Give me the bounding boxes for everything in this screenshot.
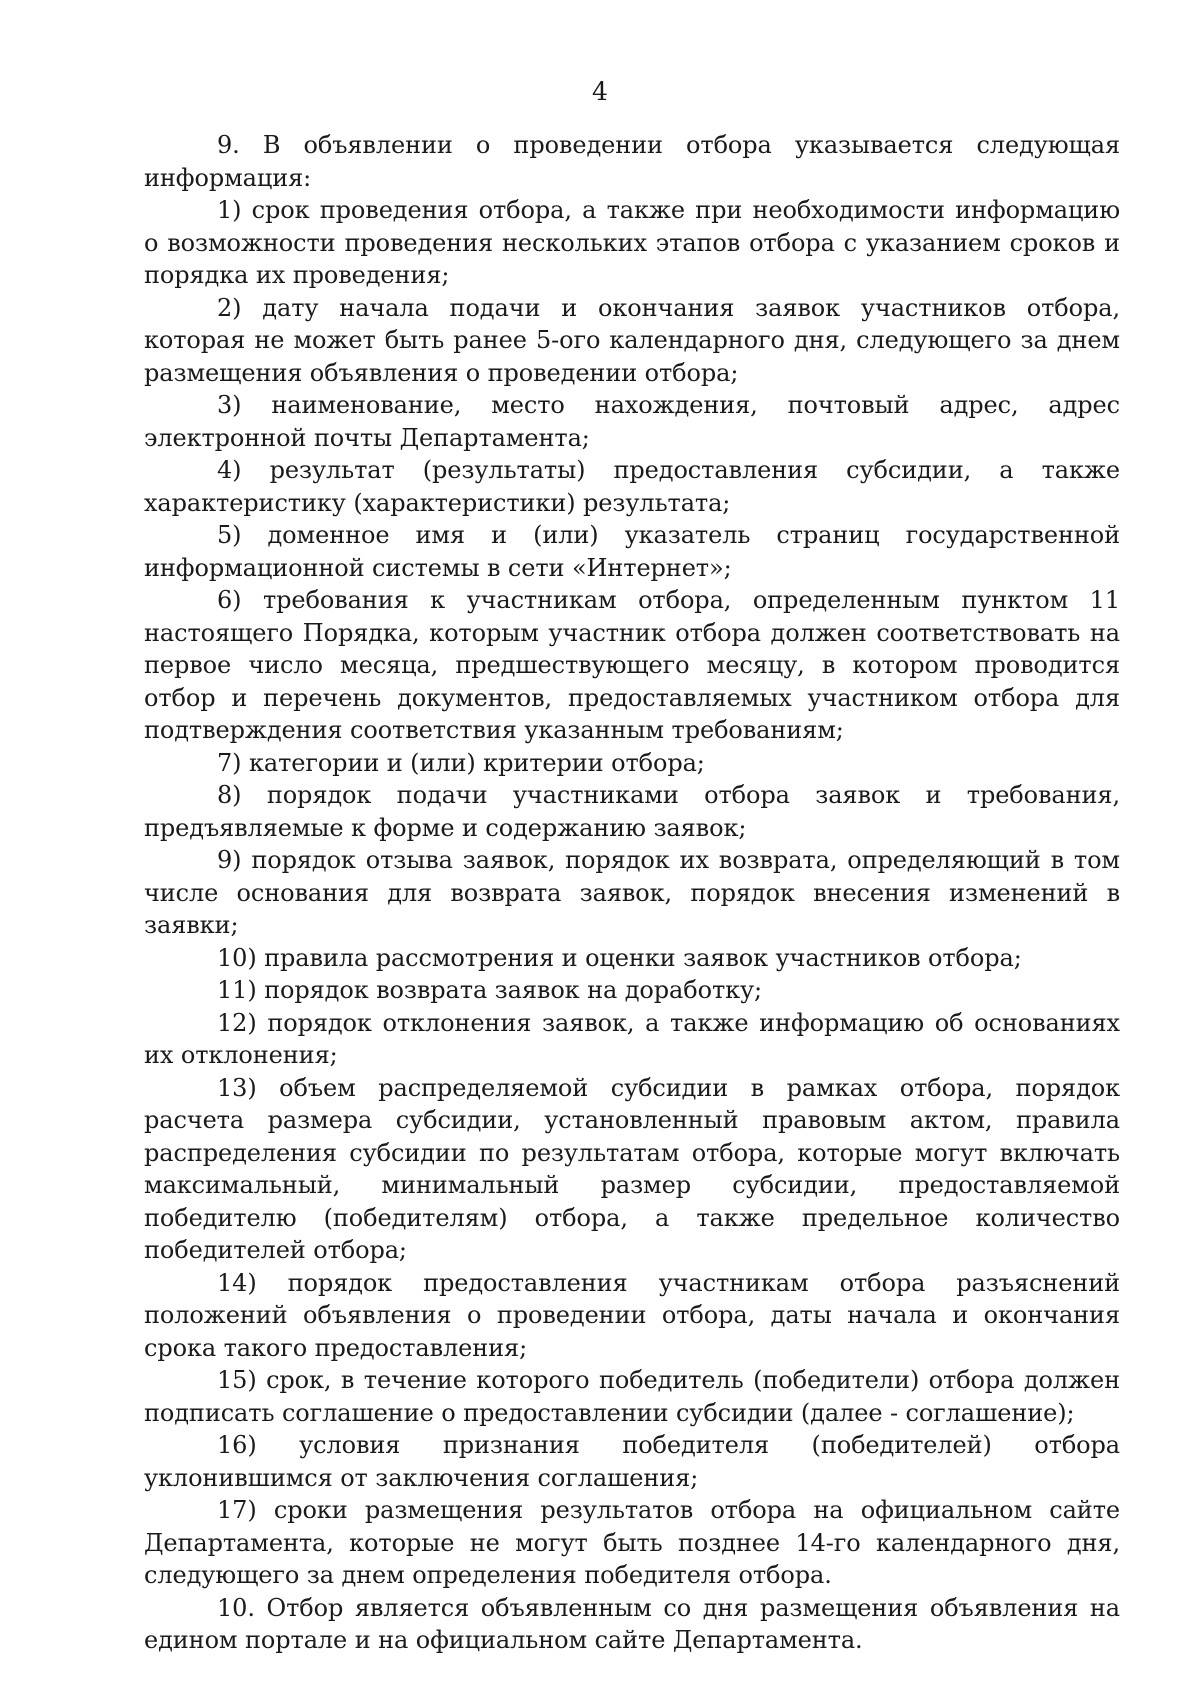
- list-item-10: 10) правила рассмотрения и оценки заявок участников отбора;: [217, 943, 1022, 972]
- list-item-15: 15) срок, в течение которого победитель (победители) отбора должен подписать соглашение о предоставлении субсидии (далее - соглашение);: [144, 1366, 1120, 1427]
- list-item-13: 13) объем распределяемой субсидии в рамках отбора, порядок расчета размера субсидии, установленный правовым актом, правила распределения субсидии по результатам отбора, которые могут включать максимальный, минимальный размер субсидии, предоставляемой победителю (победителям) отбора, а также предельное количество победителей отбора;: [144, 1073, 1120, 1264]
- list-item-4: 4) результат (результаты) предоставления субсидии, а также характеристику (характеристики) результата;: [144, 456, 1120, 517]
- list-item-7: 7) категории и (или) критерии отбора;: [217, 748, 705, 777]
- list-item-5: 5) доменное имя и (или) указатель страниц государственной информационной системы в сети «Интернет»;: [144, 521, 1120, 582]
- list-item-17: 17) сроки размещения результатов отбора на официальном сайте Департамента, которые не могут быть позднее 14-го календарного дня, следующего за днем определения победителя отбора.: [144, 1496, 1120, 1589]
- list-item-8: 8) порядок подачи участниками отбора заявок и требования, предъявляемые к форме и содержанию заявок;: [144, 781, 1120, 842]
- document-body: [144, 129, 1120, 1657]
- paragraph-9-intro: 9. В объявлении о проведении отбора указывается следующая информация:: [144, 131, 1120, 192]
- list-item-1: 1) срок проведения отбора, а также при необходимости информацию о возможности проведения нескольких этапов отбора с указанием сроков и порядка их проведения;: [144, 196, 1120, 289]
- list-item-3: 3) наименование, место нахождения, почтовый адрес, адрес электронной почты Департамента;: [144, 391, 1120, 452]
- list-item-11: 11) порядок возврата заявок на доработку;: [217, 976, 763, 1004]
- list-item-14: 14) порядок предоставления участникам отбора разъяснений положений объявления о проведении отбора, даты начала и окончания срока такого предоставления;: [144, 1268, 1120, 1362]
- paragraph-10: 10. Отбор является объявленным со дня размещения объявления на едином портале и на официальном сайте Департамента.: [144, 1593, 1120, 1654]
- list-item-2: 2) дату начала подачи и окончания заявок участников отбора, которая не может быть ранее 5-ого календарного дня, следующего за днем размещения объявления о проведении отбора;: [144, 293, 1120, 387]
- list-item-9: 9) порядок отзыва заявок, порядок их возврата, определяющий в том числе основания для возврата заявок, порядок внесения изменений в заявки;: [144, 846, 1120, 939]
- list-item-12: 12) порядок отклонения заявок, а также информацию об основаниях их отклонения;: [144, 1008, 1120, 1069]
- page-number: 4: [592, 77, 608, 106]
- list-item-6: 6) требования к участникам отбора, определенным пунктом 11 настоящего Порядка, которым участник отбора должен соответствовать на первое число месяца, предшествующего месяцу, в котором проводится отбор и перечень документов, предоставляемых участником отбора для подтверждения соответствия указанным требованиям;: [144, 586, 1120, 744]
- list-item-16: 16) условия признания победителя (победителей) отбора уклонившимся от заключения соглашения;: [144, 1431, 1120, 1492]
